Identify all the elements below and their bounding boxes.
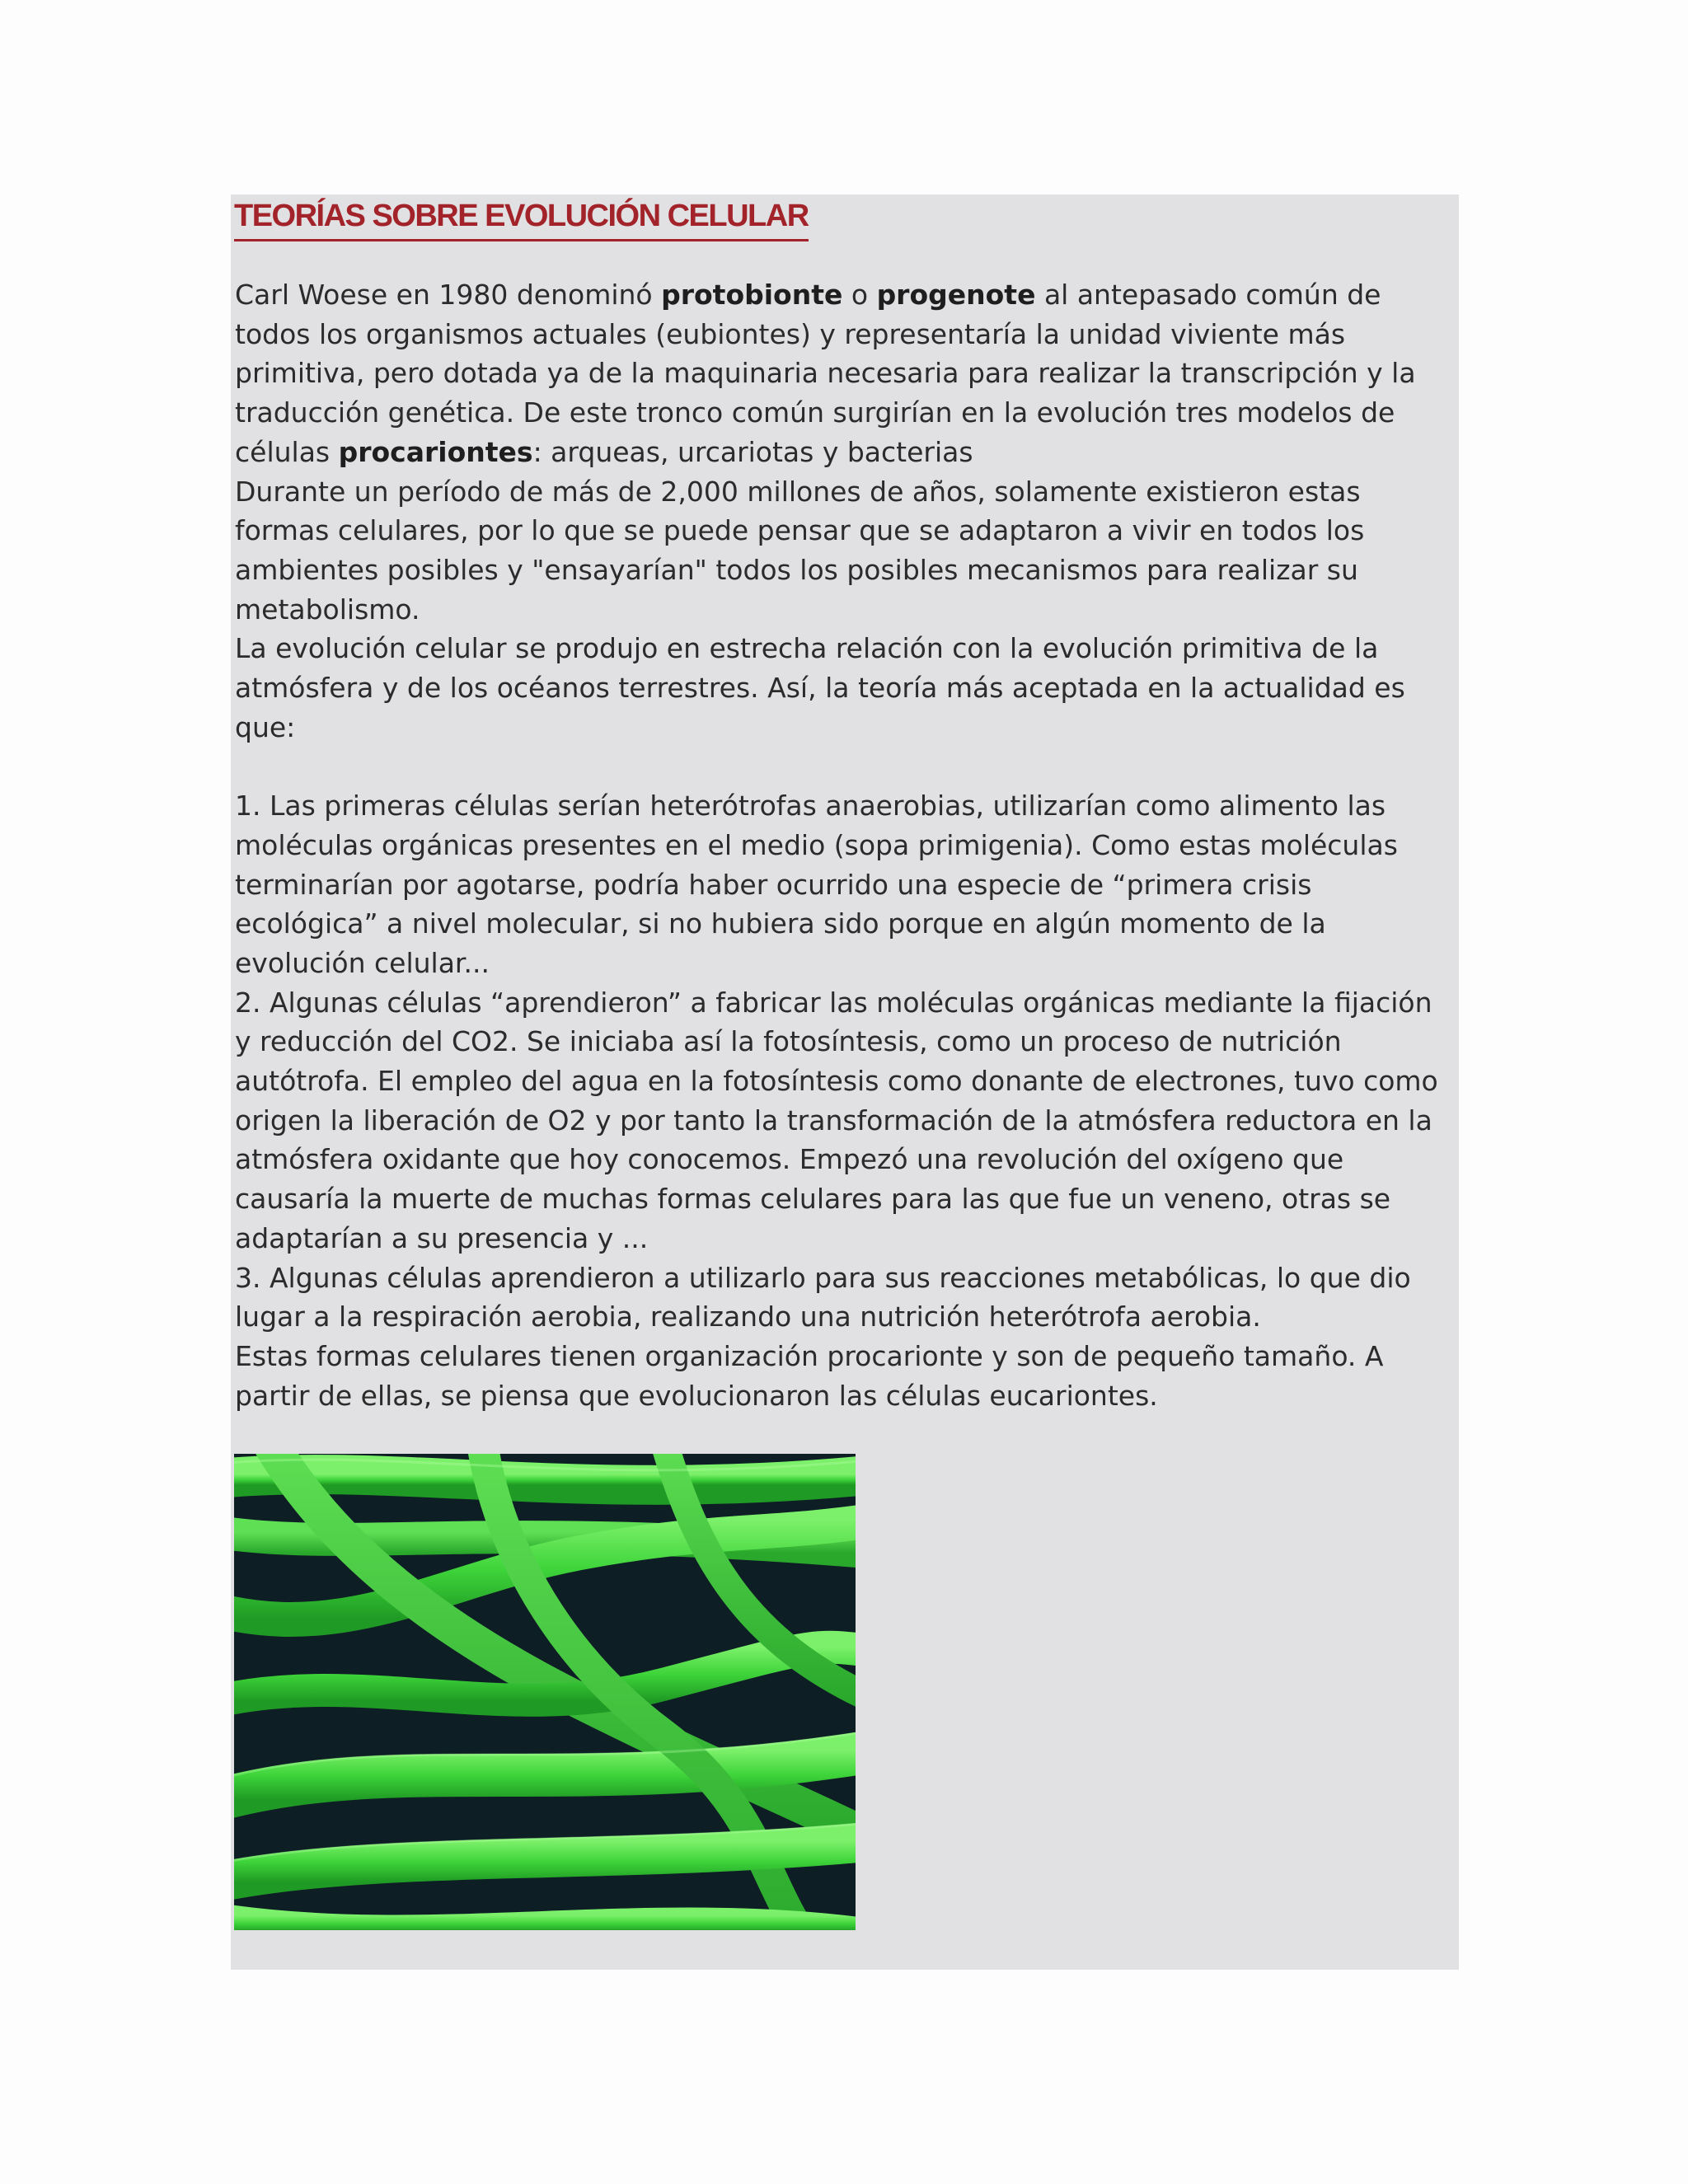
intro-text-1: Carl Woese en 1980 denominó xyxy=(235,279,662,311)
intro-text-2: o xyxy=(842,279,877,311)
list-item-2: 2. Algunas células “aprendieron” a fabricar las moléculas orgánicas mediante la fijación y reducción del CO2. Se iniciaba así la fotosíntesis, como un proceso de nutrición autótrofa. El empleo del agua en la fotosíntesis como donante de electrones, tuvo como origen la liberación de O2 y por tanto la transformación de la atmósfera reductora en la atmósfera oxidante que hoy conocemos. Empezó una revolución del oxígeno que causaría la muerte de muchas formas celulares para las que fue un veneno, otras se adaptarían a su presencia y ... xyxy=(235,986,1438,1254)
intro-text-4: : arqueas, urcariotas y bacterias xyxy=(532,435,973,468)
paragraph-conclusion: Estas formas celulares tienen organización procarionte y son de pequeño tamaño. A partir de ellas, se piensa que evolucionaron las células eucariontes. xyxy=(235,1339,1384,1412)
intro-text-3: al antepasado común de todos los organismos actuales (eubiontes) y representaría la unidad viviente más primitiva, pero dotada ya de la maquinaria necesaria para realizar la transcripción y la traducción genética. De este tronco común surgirían en la evolución tres modelos de células xyxy=(235,279,1416,468)
list-item-3: 3. Algunas células aprendieron a utilizarlo para sus reacciones metabólicas, lo que dio lugar a la respiración aerobia, realizando una nutrición heterótrofa aerobia. xyxy=(235,1261,1411,1333)
term-procariontes: procariontes xyxy=(338,435,533,468)
paragraph-atmosphere: La evolución celular se produjo en estrecha relación con la evolución primitiva de la atmósfera y de los océanos terrestres. Así, la teoría más aceptada en la actualidad es que: xyxy=(235,632,1405,743)
paragraph-gap xyxy=(235,747,1455,786)
cells-photo xyxy=(234,1454,856,1930)
page-title: TEORÍAS SOBRE EVOLUCIÓN CELULAR xyxy=(234,193,809,241)
term-protobionte: protobionte xyxy=(661,279,843,311)
paragraph-intro xyxy=(235,275,1455,472)
term-progenote: progenote xyxy=(876,279,1036,311)
paragraph-duration: Durante un período de más de 2,000 millones de años, solamente existieron estas formas celulares, por lo que se puede pensar que se adaptaron a vivir en todos los ambientes posibles y "ensayarían" todos los posibles mecanismos para realizar su metabolismo. xyxy=(235,475,1365,626)
list-item-1: 1. Las primeras células serían heterótrofas anaerobias, utilizarían como alimento las moléculas orgánicas presentes en el medio (sopa primigenia). Como estas moléculas terminarían por agotarse, podría haber ocurrido una especie de “primera crisis ecológica” a nivel molecular, si no hubiera sido porque en algún momento de la evolución celular... xyxy=(235,790,1398,979)
article-body xyxy=(235,275,1455,1415)
green-filaments-icon xyxy=(234,1454,856,1930)
